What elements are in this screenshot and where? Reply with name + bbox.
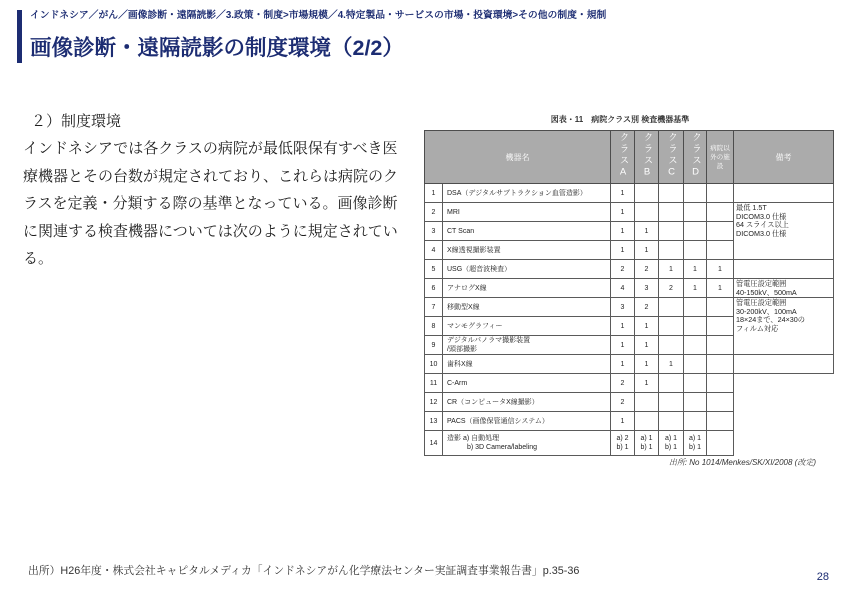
class-b-count: 3 — [635, 279, 659, 298]
class-d-count — [684, 203, 707, 222]
title-accent-bar — [17, 10, 22, 63]
class-c-count — [659, 393, 684, 412]
class-d-count — [684, 241, 707, 260]
class-c-count — [659, 222, 684, 241]
class-c-count: 2 — [659, 279, 684, 298]
table-source-note: 出所: No 1014/Menkes/SK/XI/2008 (改定) — [668, 458, 816, 467]
class-a-count: 1 — [611, 222, 635, 241]
table-caption: 図表・11 病院クラス別 検査機器基準 — [550, 115, 690, 124]
table-row — [425, 412, 834, 431]
other-facility-count — [707, 374, 734, 393]
class-b-count: 1 — [635, 241, 659, 260]
class-b-count — [635, 412, 659, 431]
table-row — [425, 431, 834, 456]
class-a-count: 2 — [611, 260, 635, 279]
class-c-count: 1 — [659, 260, 684, 279]
class-c-count — [659, 317, 684, 336]
row-number: 10 — [425, 355, 443, 374]
row-number: 13 — [425, 412, 443, 431]
class-a-count: 1 — [611, 203, 635, 222]
row-number: 11 — [425, 374, 443, 393]
class-d-count — [684, 393, 707, 412]
class-b-count: 1 — [635, 355, 659, 374]
remarks-cell — [734, 412, 834, 431]
equipment-name: 造影 a) 自動処理 b) 3D Camera/labeling — [443, 431, 611, 456]
class-b-count: 1 — [635, 222, 659, 241]
class-c-count — [659, 241, 684, 260]
class-c-count — [659, 184, 684, 203]
table-row — [425, 184, 834, 203]
section-heading: ２）制度環境 — [31, 113, 122, 130]
class-d-count: 1 — [684, 279, 707, 298]
equipment-name: X線透視撮影装置 — [443, 241, 611, 260]
equipment-name: 移動型X線 — [443, 298, 611, 317]
table-body — [425, 184, 834, 456]
other-facility-count — [707, 393, 734, 412]
remarks-cell — [734, 393, 834, 412]
remarks-cell — [734, 184, 834, 203]
class-b-count: 1 — [635, 374, 659, 393]
remarks-cell — [734, 431, 834, 456]
table-row — [425, 279, 834, 298]
other-facility-count — [707, 203, 734, 222]
other-facility-count — [707, 184, 734, 203]
table-row — [425, 298, 834, 317]
equipment-name: USG（超音波検査） — [443, 260, 611, 279]
class-a-count: 1 — [611, 412, 635, 431]
class-d-count — [684, 412, 707, 431]
class-d-count — [684, 317, 707, 336]
class-b-count — [635, 393, 659, 412]
row-number: 6 — [425, 279, 443, 298]
class-b-count: 1 — [635, 317, 659, 336]
row-number: 1 — [425, 184, 443, 203]
other-facility-count — [707, 317, 734, 336]
class-a-count: 1 — [611, 184, 635, 203]
remarks-cell: 管電圧設定範囲 30-200kV、100mA 18×24まで、24×30の フィルム対応 — [734, 298, 834, 355]
class-a-count: a) 2 b) 1 — [611, 431, 635, 456]
remarks-cell — [734, 355, 834, 374]
column-header-class-a-label: クラスA — [617, 132, 629, 180]
source-citation: 出所）H26年度・株式会社キャピタルメディカ「インドネシアがん化学療法センター実証調査事業報告書」p.35-36 — [28, 565, 580, 577]
other-facility-count — [707, 355, 734, 374]
table-row — [425, 260, 834, 279]
column-header-class-b — [635, 131, 659, 184]
class-a-count: 2 — [611, 393, 635, 412]
row-number: 8 — [425, 317, 443, 336]
other-facility-count — [707, 222, 734, 241]
body-paragraph: インドネシアでは各クラスの病院が最低限保有すべき医療機器とその台数が規定されており、これらは病院のクラスを定義・分類する際の基準となっている。画像診断に関連する検査機器については次のように規定されている。 — [23, 140, 399, 267]
class-b-count: 2 — [635, 260, 659, 279]
class-b-count — [635, 203, 659, 222]
row-number: 9 — [425, 336, 443, 355]
class-c-count — [659, 374, 684, 393]
equipment-name: マンモグラフィー — [443, 317, 611, 336]
row-number: 14 — [425, 431, 443, 456]
table-row — [425, 203, 834, 222]
other-facility-count — [707, 336, 734, 355]
class-c-count — [659, 203, 684, 222]
column-header-class-c-label: クラスC — [666, 132, 677, 180]
column-header-class-a — [611, 131, 635, 184]
class-a-count: 4 — [611, 279, 635, 298]
row-number: 4 — [425, 241, 443, 260]
equipment-name: 歯科X線 — [443, 355, 611, 374]
remarks-cell — [734, 374, 834, 393]
remarks-cell — [734, 260, 834, 279]
other-facility-count — [707, 412, 734, 431]
equipment-name: デジタルパノラマ撮影装置 /頭部撮影 — [443, 336, 611, 355]
equipment-name: PACS（画像保管通信システム） — [443, 412, 611, 431]
class-a-count: 1 — [611, 355, 635, 374]
other-facility-count — [707, 241, 734, 260]
class-c-count — [659, 412, 684, 431]
table-header — [425, 131, 834, 184]
equipment-name: CT Scan — [443, 222, 611, 241]
row-number: 12 — [425, 393, 443, 412]
page-title: 画像診断・遠隔読影の制度環境（2/2） — [30, 36, 404, 60]
class-c-count: 1 — [659, 355, 684, 374]
row-number: 3 — [425, 222, 443, 241]
class-a-count: 2 — [611, 374, 635, 393]
class-d-count — [684, 298, 707, 317]
column-header-remarks: 備考 — [734, 131, 834, 184]
class-c-count — [659, 336, 684, 355]
class-a-count: 3 — [611, 298, 635, 317]
class-d-count — [684, 222, 707, 241]
class-d-count — [684, 336, 707, 355]
table-header-row — [425, 131, 834, 184]
remarks-cell: 最低 1.5T DICOM3.0 仕様 64 スライス以上 DICOM3.0 仕様 — [734, 203, 834, 260]
row-number: 7 — [425, 298, 443, 317]
column-header-class-c — [659, 131, 684, 184]
equipment-name: MRI — [443, 203, 611, 222]
class-c-count — [659, 298, 684, 317]
column-header-equipment: 機器名 — [425, 131, 611, 184]
class-a-count: 1 — [611, 241, 635, 260]
other-facility-count: 1 — [707, 279, 734, 298]
equipment-name: DSA（デジタルサブトラクション血管造影） — [443, 184, 611, 203]
class-d-count: a) 1 b) 1 — [684, 431, 707, 456]
class-d-count — [684, 184, 707, 203]
row-number: 5 — [425, 260, 443, 279]
class-b-count: a) 1 b) 1 — [635, 431, 659, 456]
table-row — [425, 355, 834, 374]
column-header-class-d — [684, 131, 707, 184]
table-row — [425, 374, 834, 393]
class-d-count — [684, 355, 707, 374]
other-facility-count — [707, 431, 734, 456]
page-number: 28 — [816, 571, 829, 583]
class-d-count — [684, 374, 707, 393]
column-header-class-b-label: クラスB — [641, 132, 653, 180]
column-header-class-d-label: クラスD — [690, 132, 701, 180]
equipment-name: アナログX線 — [443, 279, 611, 298]
class-a-count: 1 — [611, 336, 635, 355]
class-b-count: 1 — [635, 336, 659, 355]
class-c-count: a) 1 b) 1 — [659, 431, 684, 456]
breadcrumb: インドネシア／がん／画像診断・遠隔読影／3.政策・制度>市場規模／4.特定製品・サービスの市場・投資環境>その他の制度・規制 — [30, 10, 607, 21]
equipment-standards-table — [424, 130, 834, 456]
table-row — [425, 393, 834, 412]
class-b-count: 2 — [635, 298, 659, 317]
class-b-count — [635, 184, 659, 203]
equipment-name: CR（コンピュータX線撮影） — [443, 393, 611, 412]
column-header-other-facility: 病院以外の施設 — [707, 131, 734, 184]
row-number: 2 — [425, 203, 443, 222]
class-d-count: 1 — [684, 260, 707, 279]
other-facility-count — [707, 298, 734, 317]
class-a-count: 1 — [611, 317, 635, 336]
equipment-name: C-Arm — [443, 374, 611, 393]
remarks-cell: 管電圧設定範囲 40-150kV、500mA — [734, 279, 834, 298]
other-facility-count: 1 — [707, 260, 734, 279]
